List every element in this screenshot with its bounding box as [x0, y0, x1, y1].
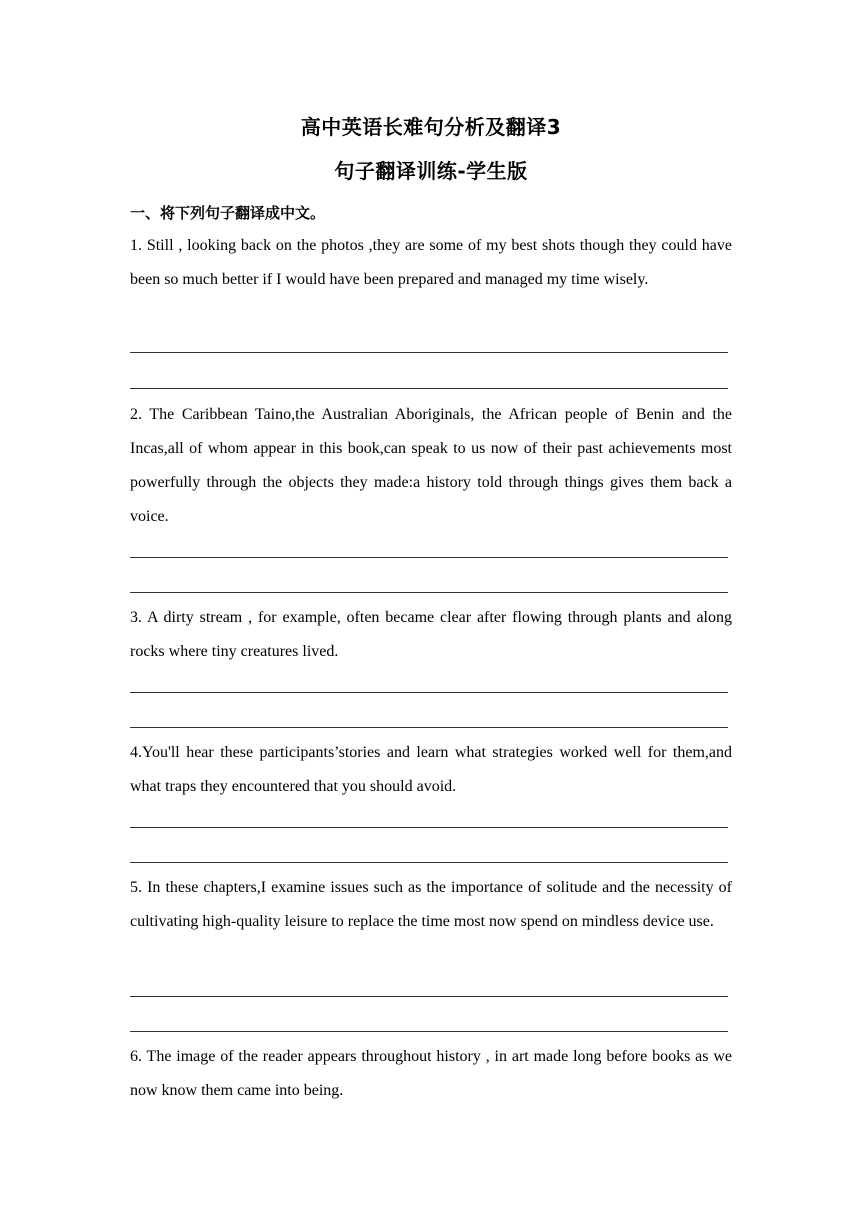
answer-line — [130, 1031, 728, 1032]
answer-line — [130, 557, 728, 558]
question-1-text: 1. Still , looking back on the photos ,they are some of my best shots though they could have been so much better if I would have been prepared and managed my time wisely. — [130, 237, 732, 288]
answer-line — [130, 996, 728, 997]
answer-line — [130, 592, 728, 593]
document-subtitle: 句子翻译训练-学生版 — [334, 159, 528, 183]
answer-line — [130, 727, 728, 728]
document-title: 高中英语长难句分析及翻译3 — [300, 115, 562, 139]
question-5-text: 5. In these chapters,I examine issues such as the importance of solitude and the necessity of cultivating high-quality leisure to replace the time most now spend on mindless device use. — [130, 879, 732, 930]
answer-line — [130, 827, 728, 828]
answer-line — [130, 862, 728, 863]
question-6-text: 6. The image of the reader appears throughout history , in art made long before books as we now know them came into being. — [130, 1048, 732, 1099]
question-4-text: 4.You'll hear these participants’stories and learn what strategies worked well for them,and what traps they encountered that you should avoid. — [130, 744, 732, 795]
question-2-text: 2. The Caribbean Taino,the Australian Aboriginals, the African people of Benin and the Incas,all of whom appear in this book,can speak to us now of their past achievements most powerfully through the objects they made:a history told through things gives them back a voice. — [130, 406, 732, 525]
answer-line — [130, 352, 728, 353]
section-heading: 一、将下列句子翻译成中文。 — [130, 204, 326, 222]
answer-line — [130, 692, 728, 693]
question-3-text: 3. A dirty stream , for example, often became clear after flowing through plants and along rocks where tiny creatures lived. — [130, 609, 732, 660]
answer-line — [130, 388, 728, 389]
